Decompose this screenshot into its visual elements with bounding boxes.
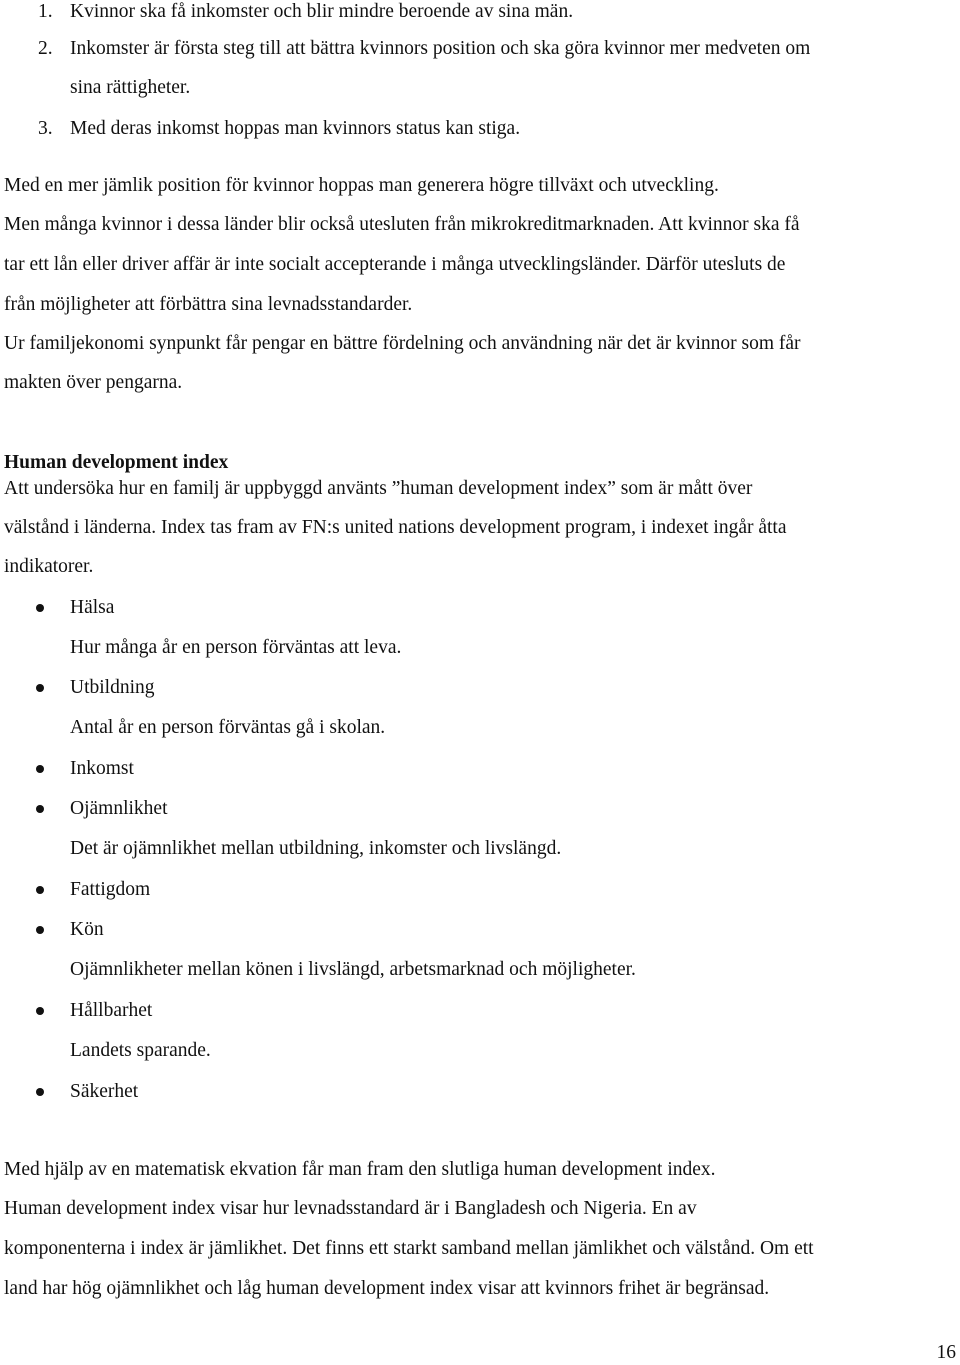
paragraph-line: Med hjälp av en matematisk ekvation får man fram den slutliga human development index. [4, 1159, 716, 1180]
bullet-description: Antal år en person förväntas gå i skolan. [70, 717, 386, 738]
bullet-description: Landets sparande. [70, 1040, 211, 1061]
bullet-label: Hållbarhet [70, 1000, 153, 1021]
section-intro-line: Att undersöka hur en familj är uppbyggd använts ”human development index” som är mått över [4, 478, 753, 499]
list-number: 3. [38, 118, 53, 139]
bullet-label: Utbildning [70, 677, 155, 698]
bullet-label: Fattigdom [70, 879, 151, 900]
section-heading: Human development index [4, 452, 229, 473]
bullet-label: Ojämnlikhet [70, 798, 168, 819]
bullet-icon [36, 765, 44, 773]
section-intro-line: välstånd i länderna. Index tas fram av FN:s united nations development program, i indexet ingår åtta [4, 517, 787, 538]
list-number: 2. [38, 38, 53, 59]
paragraph-line: makten över pengarna. [4, 372, 183, 393]
bullet-icon [36, 1088, 44, 1096]
bullet-icon [36, 926, 44, 934]
bullet-icon [36, 604, 44, 612]
list-item-1-text: Kvinnor ska få inkomster och blir mindre beroende av sina män. [70, 1, 574, 22]
paragraph-line: komponenterna i index är jämlikhet. Det finns ett starkt samband mellan jämlikhet och välstånd. Om ett [4, 1238, 814, 1259]
paragraph-line: Human development index visar hur levnadsstandard är i Bangladesh och Nigeria. En av [4, 1198, 697, 1219]
bullet-label: Kön [70, 919, 104, 940]
bullet-description: Det är ojämnlikhet mellan utbildning, inkomster och livslängd. [70, 838, 562, 859]
paragraph-line: Ur familjekonomi synpunkt får pengar en bättre fördelning och användning när det är kvinnor som får [4, 333, 801, 354]
bullet-label: Säkerhet [70, 1081, 139, 1102]
bullet-description: Hur många år en person förväntas att leva. [70, 637, 402, 658]
bullet-icon [36, 1007, 44, 1015]
paragraph-line: tar ett lån eller driver affär är inte socialt accepterande i många utvecklingsländer. Därför utesluts de [4, 254, 786, 275]
bullet-icon [36, 886, 44, 894]
bullet-label: Hälsa [70, 597, 115, 618]
list-item-2 [38, 37, 53, 61]
bullet-label: Inkomst [70, 758, 134, 779]
list-item-3-text: Med deras inkomst hoppas man kvinnors status kan stiga. [70, 118, 521, 139]
bullet-icon [36, 684, 44, 692]
section-intro-line: indikatorer. [4, 556, 94, 577]
page-number: 16 [936, 1342, 956, 1363]
paragraph-line: Med en mer jämlik position för kvinnor hoppas man generera högre tillväxt och utveckling. [4, 175, 719, 196]
paragraph-line: land har hög ojämnlikhet och låg human development index visar att kvinnors frihet är begränsad. [4, 1278, 770, 1299]
paragraph-line: från möjligheter att förbättra sina levnadsstandarder. [4, 294, 413, 315]
list-item-2-text: Inkomster är första steg till att bättra kvinnors position och ska göra kvinnor mer medveten om [70, 38, 811, 59]
list-item-2-continuation: sina rättigheter. [70, 77, 191, 98]
list-item-3 [38, 117, 53, 141]
bullet-icon [36, 805, 44, 813]
list-item-1 [38, 0, 53, 24]
bullet-description: Ojämnlikheter mellan könen i livslängd, arbetsmarknad och möjligheter. [70, 959, 636, 980]
paragraph-line: Men många kvinnor i dessa länder blir också utesluten från mikrokreditmarknaden. Att kvinnor ska få [4, 214, 800, 235]
list-number: 1. [38, 1, 53, 22]
